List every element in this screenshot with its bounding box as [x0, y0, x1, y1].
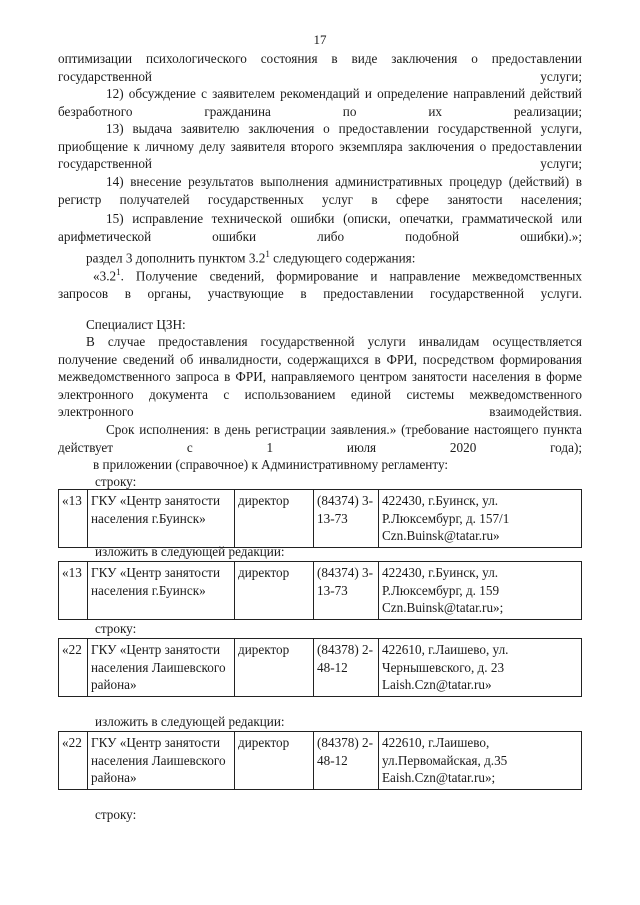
paragraph-disabled: В случае предоставления государственной услуги инвалидам осуществляется получение сведений об инвалидности, содержащихся в ФРИ, посредством формирования межведомственного запроса в ФРИ, направляемого центром занятости населения в форме электронного документа с использованием единой системы межведомственного электронного взаимодействия. [58, 334, 582, 420]
paragraph-3-2-heading [58, 264, 582, 303]
cell-position: директор [235, 490, 314, 548]
label-replace-1: изложить в следующей редакции: [95, 544, 285, 559]
cell-org: ГКУ «Центр занятости населения Лаишевского района» [88, 732, 235, 790]
table-row-2 [58, 561, 582, 620]
heading-3-2-text: . Получение сведений, формирование и направление межведомственных запросов в органы, участвующие в предоставлении государственной услуги. [58, 268, 582, 301]
cell-num: «13 [59, 562, 88, 620]
paragraph-appendix: в приложении (справочное) к Административному регламенту: [93, 457, 449, 472]
cell-address: 422610, г.Лаишево, ул.Первомайская, д.35 Eaish.Czn@tatar.ru»; [379, 732, 582, 790]
cell-num: «22 [59, 639, 88, 697]
cell-num: «13 [59, 490, 88, 548]
table-row-1 [58, 489, 582, 548]
cell-org: ГКУ «Центр занятости населения г.Буинск» [88, 490, 235, 548]
paragraph-specialist: Специалист ЦЗН: [86, 317, 186, 332]
label-replace-2: изложить в следующей редакции: [95, 714, 285, 729]
cell-phone: (84374) 3-13-73 [314, 490, 379, 548]
paragraph-item-14: 14) внесение результатов выполнения административных процедур (действий) в регистр получателей государственных услуг в сфере занятости населения; [58, 174, 582, 207]
cell-position: директор [235, 639, 314, 697]
superscript: 1 [116, 267, 121, 277]
heading-3-2-number: «3.2 [93, 268, 117, 284]
page-number: 17 [313, 32, 327, 47]
cell-org: ГКУ «Центр занятости населения г.Буинск» [88, 562, 235, 620]
cell-position: директор [235, 562, 314, 620]
cell-org: ГКУ «Центр занятости населения Лаишевского района» [88, 639, 235, 697]
label-line-1: строку: [95, 474, 137, 489]
cell-phone: (84378) 2-48-12 [314, 639, 379, 697]
table-row-3 [58, 638, 582, 697]
paragraph-item-13: 13) выдача заявителю заключения о предоставлении государственной услуги, приобщение к личному делу заявителя второго экземпляра заключения о предоставлении государственной услуги; [58, 121, 582, 172]
section-3-text-a: раздел 3 дополнить пунктом 3.2 [86, 250, 266, 266]
paragraph-continuation: оптимизации психологического состояния в виде заключения о предоставлении государственной услуги; [58, 51, 582, 84]
cell-address: 422430, г.Буинск, ул. Р.Люксембург, д. 157/1 Czn.Buinsk@tatar.ru» [379, 490, 582, 548]
label-line-2: строку: [95, 621, 137, 636]
paragraph-item-12: 12) обсуждение с заявителем рекомендаций и определение направлений действий безработного гражданина по их реализации; [58, 86, 582, 119]
superscript: 1 [265, 249, 270, 259]
paragraph-item-15: 15) исправление технической ошибки (описки, опечатки, грамматической или арифметической ошибки либо подобной ошибки).»; [58, 211, 582, 244]
cell-num: «22 [59, 732, 88, 790]
cell-phone: (84378) 2-48-12 [314, 732, 379, 790]
cell-address: 422430, г.Буинск, ул. Р.Люксембург, д. 159 Czn.Buinsk@tatar.ru»; [379, 562, 582, 620]
table-row-4 [58, 731, 582, 790]
cell-position: директор [235, 732, 314, 790]
cell-phone: (84374) 3-13-73 [314, 562, 379, 620]
label-line-3: строку: [95, 807, 137, 822]
cell-address: 422610, г.Лаишево, ул. Чернышевского, д. 23 Laish.Czn@tatar.ru» [379, 639, 582, 697]
section-3-text-b: следующего содержания: [273, 250, 416, 266]
paragraph-deadline: Срок исполнения: в день регистрации заявления.» (требование настоящего пункта действует с 1 июля 2020 года); [58, 422, 582, 455]
